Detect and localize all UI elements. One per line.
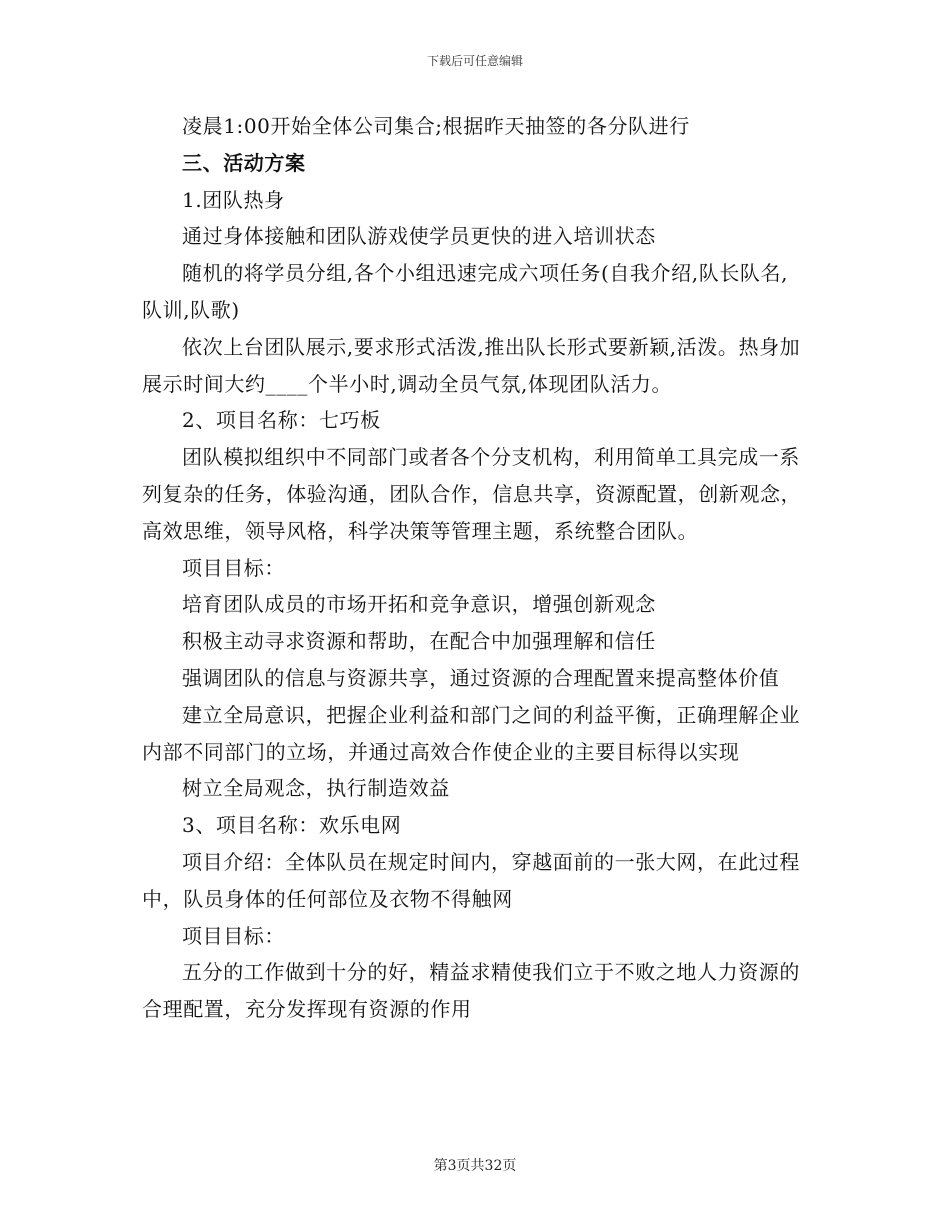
goal-excellence: 五分的工作做到十分的好，精益求精使我们立于不败之地人力资源的合理配置，充分发挥现有资源的作用 bbox=[142, 960, 800, 1022]
paragraph-grouping: 随机的将学员分组,各个小组迅速完成六项任务(自我介绍,队长队名,队训,队歌) bbox=[142, 261, 789, 322]
item-heading-electric-net: 3、项目名称：欢乐电网 bbox=[182, 813, 402, 838]
paragraph-assembly: 凌晨1:00开始全体公司集合;根据昨天抽签的各分队进行 bbox=[182, 114, 690, 138]
document-body bbox=[142, 108, 806, 1028]
paragraph-team-show: 依次上台团队展示,要求形式活泼,推出队长形式要新颖,活泼。热身加展示时间大约____个半小时,调动全员气氛,体现团队活力。 bbox=[142, 334, 801, 396]
goal-resource-sharing: 强调团队的信息与资源共享，通过资源的合理配置来提高整体价值 bbox=[182, 665, 780, 690]
page-number: 第3页共32页 bbox=[433, 1158, 517, 1174]
label-project-goal: 项目目标： bbox=[182, 555, 285, 580]
paragraph-electric-net-intro: 项目介绍：全体队员在规定时间内，穿越面前的一张大网，在此过程中，队员身体的任何部位及衣物不得触网 bbox=[142, 849, 800, 911]
goal-seek-resources: 积极主动寻求资源和帮助，在配合中加强理解和信任 bbox=[182, 629, 656, 654]
paragraph-warmup-purpose: 通过身体接触和团队游戏使学员更快的进入培训状态 bbox=[182, 224, 656, 249]
paragraph-tangram-intro: 团队模拟组织中不同部门或者各个分支机构，利用简单工具完成一系列复杂的任务，体验沟通，团队合作，信息共享，资源配置，创新观念，高效思维，领导风格，科学决策等管理主题，系统整合团队。 bbox=[142, 445, 802, 543]
goal-market-awareness: 培育团队成员的市场开拓和竞争意识，增强创新观念 bbox=[182, 592, 656, 617]
section-heading-activity-plan: 三、活动方案 bbox=[182, 150, 306, 175]
goal-global-awareness: 建立全局意识，把握企业利益和部门之间的利益平衡，正确理解企业内部不同部门的立场，并通过高效合作使企业的主要目标得以实现 bbox=[142, 702, 800, 764]
goal-global-view: 树立全局观念，执行制造效益 bbox=[182, 776, 450, 801]
page-header: 下载后可任意编辑 bbox=[426, 54, 523, 68]
item-heading-team-warmup: 1.团队热身 bbox=[182, 187, 285, 212]
item-heading-tangram: 2、项目名称：七巧板 bbox=[182, 408, 381, 433]
label-project-goal-2: 项目目标： bbox=[182, 923, 285, 948]
